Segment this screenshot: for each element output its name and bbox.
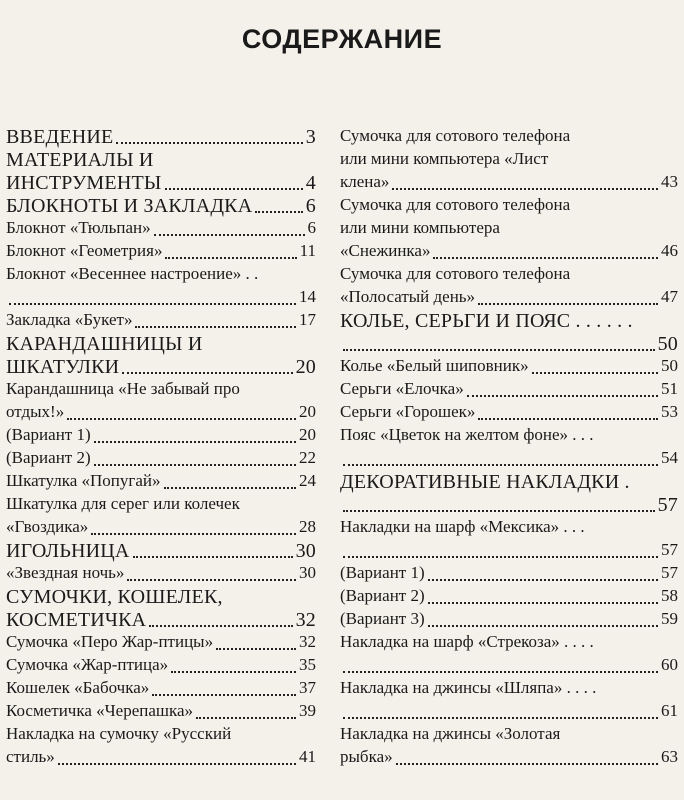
toc-entry-title: (Вариант 2) — [6, 448, 91, 467]
toc-entry — [340, 195, 678, 264]
toc-leader-dots — [392, 188, 658, 190]
toc-page-number: 20 — [299, 402, 316, 421]
toc-page-number: 53 — [661, 402, 678, 421]
toc-entry-line — [340, 540, 678, 563]
toc-entry-title-cont: ИНСТРУМЕНТЫ — [6, 172, 162, 194]
toc-entry-line — [6, 632, 316, 655]
toc-page-number: 57 — [661, 563, 678, 582]
toc-entry-line — [6, 333, 316, 356]
toc-entry — [6, 632, 316, 655]
toc-entry — [6, 563, 316, 586]
toc-entry — [6, 333, 316, 379]
toc-entry-line — [340, 287, 678, 310]
toc-page-number: 6 — [307, 218, 316, 237]
toc-leader-dots — [94, 464, 296, 466]
toc-entry — [6, 586, 316, 632]
toc-entry-title-cont: рыбка» — [340, 747, 393, 766]
toc-leader-dots — [116, 142, 302, 144]
toc-entry-title: КАРАНДАШНИЦЫ И — [6, 333, 203, 355]
toc-entry — [6, 310, 316, 333]
toc-entry-line — [340, 195, 678, 218]
toc-entry-line — [340, 241, 678, 264]
toc-entry-title: Накладки на шарф «Мексика» . . . — [340, 517, 585, 536]
toc-entry-line — [340, 379, 678, 402]
toc-entry-line — [6, 172, 316, 195]
toc-entry-line — [6, 448, 316, 471]
toc-entry — [6, 655, 316, 678]
toc-entry-title: МАТЕРИАЛЫ И — [6, 149, 154, 171]
toc-right-column — [340, 126, 678, 770]
toc-entry-title: Накладка на джинсы «Золотая — [340, 724, 561, 743]
toc-entry-title: Блокнот «Тюльпан» — [6, 218, 151, 237]
toc-leader-dots — [171, 671, 296, 673]
toc-entry — [6, 241, 316, 264]
toc-entry-title: Накладка на сумочку «Русский — [6, 724, 232, 743]
toc-entry-line — [340, 494, 678, 517]
toc-entry-line — [340, 678, 678, 701]
toc-entry-line — [340, 747, 678, 770]
toc-entry-title: Шкатулка для серег или колечек — [6, 494, 240, 513]
toc-leader-dots — [343, 464, 658, 466]
toc-entry-line — [340, 448, 678, 471]
toc-entry-line — [340, 333, 678, 356]
toc-page-number: 28 — [299, 517, 316, 536]
toc-page-number: 57 — [657, 494, 678, 516]
toc-page-number: 43 — [661, 172, 678, 191]
toc-page-number: 14 — [299, 287, 316, 306]
toc-entry — [340, 563, 678, 586]
toc-page-number: 3 — [305, 126, 316, 148]
toc-entry-line — [6, 356, 316, 379]
toc-entry-line — [340, 425, 678, 448]
toc-page-number: 20 — [295, 356, 316, 378]
toc-leader-dots — [135, 326, 296, 328]
toc-leader-dots — [91, 533, 296, 535]
toc-entry-title: ИГОЛЬНИЦА — [6, 540, 130, 562]
toc-entry-title: Карандашница «Не забывай про — [6, 379, 240, 398]
toc-entry-title: Косметичка «Черепашка» — [6, 701, 194, 720]
toc-entry-title-cont: КОСМЕТИЧКА — [6, 609, 147, 631]
toc-entry-line — [6, 287, 316, 310]
toc-leader-dots — [343, 556, 658, 558]
toc-page-number: 24 — [299, 471, 316, 490]
toc-entry — [6, 149, 316, 195]
toc-leader-dots — [196, 717, 296, 719]
toc-entry-line — [6, 517, 316, 540]
toc-page-number: 54 — [661, 448, 678, 467]
toc-entry-title-cont: «Полосатый день» — [340, 287, 476, 306]
toc-leader-dots — [133, 556, 293, 558]
toc-entry-line — [340, 655, 678, 678]
toc-entry-title: БЛОКНОТЫ И ЗАКЛАДКА — [6, 195, 253, 217]
toc-leader-dots — [154, 234, 305, 236]
toc-entry — [6, 724, 316, 770]
toc-entry-title-cont: стиль» — [6, 747, 55, 766]
toc-leader-dots — [343, 349, 655, 351]
toc-entry-line — [6, 494, 316, 517]
toc-entry — [340, 356, 678, 379]
toc-entry-title: Шкатулка «Попугай» — [6, 471, 161, 490]
toc-entry-line — [6, 655, 316, 678]
toc-leader-dots — [216, 648, 296, 650]
toc-entry-title: Колье «Белый шиповник» — [340, 356, 529, 375]
toc-entry-title-cont: клена» — [340, 172, 390, 191]
toc-entry — [340, 678, 678, 724]
toc-entry-title: (Вариант 2) — [340, 586, 425, 605]
toc-leader-dots — [343, 717, 658, 719]
toc-entry — [6, 264, 316, 310]
toc-leader-dots — [152, 694, 296, 696]
toc-page-number: 32 — [295, 609, 316, 631]
toc-leader-dots — [343, 671, 658, 673]
toc-leader-dots — [255, 211, 302, 213]
toc-entry-title: Серьги «Горошек» — [340, 402, 476, 421]
toc-entry-title: Закладка «Букет» — [6, 310, 133, 329]
toc-page-number: 32 — [299, 632, 316, 651]
toc-leader-dots — [94, 441, 296, 443]
toc-entry-title: Сумочка «Перо Жар-птицы» — [6, 632, 214, 651]
toc-page-number: 17 — [299, 310, 316, 329]
toc-entry — [6, 540, 316, 563]
toc-entry — [6, 379, 316, 425]
toc-entry-line — [340, 724, 678, 747]
toc-entry — [340, 425, 678, 471]
toc-entry-title: Сумочка для сотового телефона — [340, 126, 571, 145]
toc-entry-title: (Вариант 1) — [6, 425, 91, 444]
toc-entry-line — [340, 586, 678, 609]
toc-page-number: 59 — [661, 609, 678, 628]
toc-leader-dots — [67, 418, 296, 420]
toc-entry-title: СУМОЧКИ, КОШЕЛЕК, — [6, 586, 223, 608]
toc-entry — [340, 517, 678, 563]
toc-entry-title: Накладка на шарф «Стрекоза» . . . . — [340, 632, 594, 651]
toc-entry-line — [6, 126, 316, 149]
toc-leader-dots — [165, 188, 303, 190]
toc-entry-line — [6, 609, 316, 632]
toc-entry — [6, 494, 316, 540]
toc-entry — [6, 195, 316, 218]
toc-entry — [6, 425, 316, 448]
toc-page-number: 63 — [661, 747, 678, 766]
toc-page-number: 61 — [661, 701, 678, 720]
toc-entry-line — [6, 425, 316, 448]
toc-page-number: 4 — [305, 172, 316, 194]
toc-left-column — [6, 126, 316, 770]
toc-entry — [6, 471, 316, 494]
toc-entry-title-cont: «Гвоздика» — [6, 517, 89, 536]
toc-entry-line — [6, 471, 316, 494]
toc-entry-title: Сумочка для сотового телефона — [340, 264, 571, 283]
toc-entry-line — [6, 241, 316, 264]
toc-entry — [340, 264, 678, 310]
toc-entry-line — [6, 586, 316, 609]
toc-leader-dots — [122, 372, 292, 374]
toc-entry-line — [6, 724, 316, 747]
toc-page-number: 30 — [295, 540, 316, 562]
toc-entry-line — [340, 356, 678, 379]
toc-entry-title: Накладка на джинсы «Шляпа» . . . . — [340, 678, 597, 697]
toc-page-number: 11 — [299, 241, 316, 260]
toc-page-number: 50 — [657, 333, 678, 355]
toc-entry-line — [6, 310, 316, 333]
toc-entry-line — [6, 402, 316, 425]
toc-entry — [340, 586, 678, 609]
toc-leader-dots — [9, 303, 296, 305]
toc-page-number: 35 — [299, 655, 316, 674]
toc-entry-line — [340, 471, 678, 494]
toc-page-number: 58 — [661, 586, 678, 605]
toc-leader-dots — [343, 510, 655, 512]
toc-page-number: 41 — [299, 747, 316, 766]
toc-entry-line — [6, 218, 316, 241]
toc-page-number: 6 — [305, 195, 316, 217]
toc-entry-line — [340, 701, 678, 724]
toc-entry-line — [340, 563, 678, 586]
toc-entry-title: Блокнот «Геометрия» — [6, 241, 163, 260]
toc-leader-dots — [478, 303, 658, 305]
toc-entry — [340, 402, 678, 425]
toc-leader-dots — [532, 372, 658, 374]
toc-leader-dots — [396, 763, 658, 765]
toc-leader-dots — [165, 257, 296, 259]
toc-entry-title: Пояс «Цветок на желтом фоне» . . . — [340, 425, 594, 444]
toc-entry-title: (Вариант 3) — [340, 609, 425, 628]
toc-entry-title-cont: ШКАТУЛКИ — [6, 356, 120, 378]
toc-entry — [340, 471, 678, 517]
toc-entry — [6, 678, 316, 701]
toc-entry-line: или мини компьютера — [340, 218, 500, 237]
toc-page-number: 30 — [299, 563, 316, 582]
toc-page-number: 51 — [661, 379, 678, 398]
toc-entry — [340, 609, 678, 632]
toc-page-number: 60 — [661, 655, 678, 674]
toc-leader-dots — [58, 763, 296, 765]
toc-entry-title-cont: «Снежинка» — [340, 241, 431, 260]
toc-entry — [340, 126, 678, 195]
toc-leader-dots — [428, 579, 658, 581]
toc-entry-title: ВВЕДЕНИЕ — [6, 126, 114, 148]
toc-entry-title: (Вариант 1) — [340, 563, 425, 582]
toc-entry-title: КОЛЬЕ, СЕРЬГИ И ПОЯС . . . . . . — [340, 310, 633, 332]
toc-page-number: 47 — [661, 287, 678, 306]
toc-entry-line — [6, 264, 316, 287]
page-title: СОДЕРЖАНИЕ — [241, 24, 443, 54]
toc-entry-line — [340, 126, 678, 149]
toc-entry-line — [340, 632, 678, 655]
toc-entry-line — [6, 701, 316, 724]
toc-page-number: 46 — [661, 241, 678, 260]
toc-entry-line — [6, 379, 316, 402]
toc-leader-dots — [164, 487, 297, 489]
toc-leader-dots — [467, 395, 658, 397]
toc-page-number: 22 — [299, 448, 316, 467]
toc-entry-line — [6, 563, 316, 586]
toc-entry-title: Кошелек «Бабочка» — [6, 678, 150, 697]
toc-entry-line — [6, 149, 316, 172]
toc-entry-title: Блокнот «Весеннее настроение» . . — [6, 264, 259, 283]
toc-entry — [340, 310, 678, 356]
toc-entry-line — [340, 172, 678, 195]
toc-entry-title: Серьги «Елочка» — [340, 379, 464, 398]
toc-entry-line — [340, 402, 678, 425]
toc-entry-line — [340, 609, 678, 632]
toc-entry-title: ДЕКОРАТИВНЫЕ НАКЛАДКИ . — [340, 471, 630, 493]
toc-entry — [6, 218, 316, 241]
toc-entry — [6, 448, 316, 471]
toc-entry-line — [340, 264, 678, 287]
toc-entry-line — [6, 747, 316, 770]
toc-entry-line — [340, 517, 678, 540]
toc-entry-line — [6, 195, 316, 218]
toc-entry — [340, 379, 678, 402]
toc-leader-dots — [478, 418, 658, 420]
toc-entry — [6, 126, 316, 149]
toc-entry — [340, 632, 678, 678]
toc-page-number: 50 — [661, 356, 678, 375]
toc-leader-dots — [433, 257, 658, 259]
toc-leader-dots — [127, 579, 296, 581]
toc-leader-dots — [149, 625, 292, 627]
toc-entry-line — [6, 540, 316, 563]
toc-entry-title-cont: отдых!» — [6, 402, 65, 421]
toc-page-number: 39 — [299, 701, 316, 720]
toc-leader-dots — [428, 625, 658, 627]
toc-entry-line: или мини компьютера «Лист — [340, 149, 549, 168]
toc-page-number: 20 — [299, 425, 316, 444]
toc-entry-title: Сумочка для сотового телефона — [340, 195, 571, 214]
toc-entry — [6, 701, 316, 724]
toc-page-number: 57 — [661, 540, 678, 559]
toc-entry-title: «Звездная ночь» — [6, 563, 125, 582]
toc-entry — [340, 724, 678, 770]
toc-entry-line — [340, 310, 678, 333]
toc-page-number: 37 — [299, 678, 316, 697]
toc-entry-title: Сумочка «Жар-птица» — [6, 655, 169, 674]
toc-leader-dots — [428, 602, 658, 604]
toc-entry-line — [6, 678, 316, 701]
